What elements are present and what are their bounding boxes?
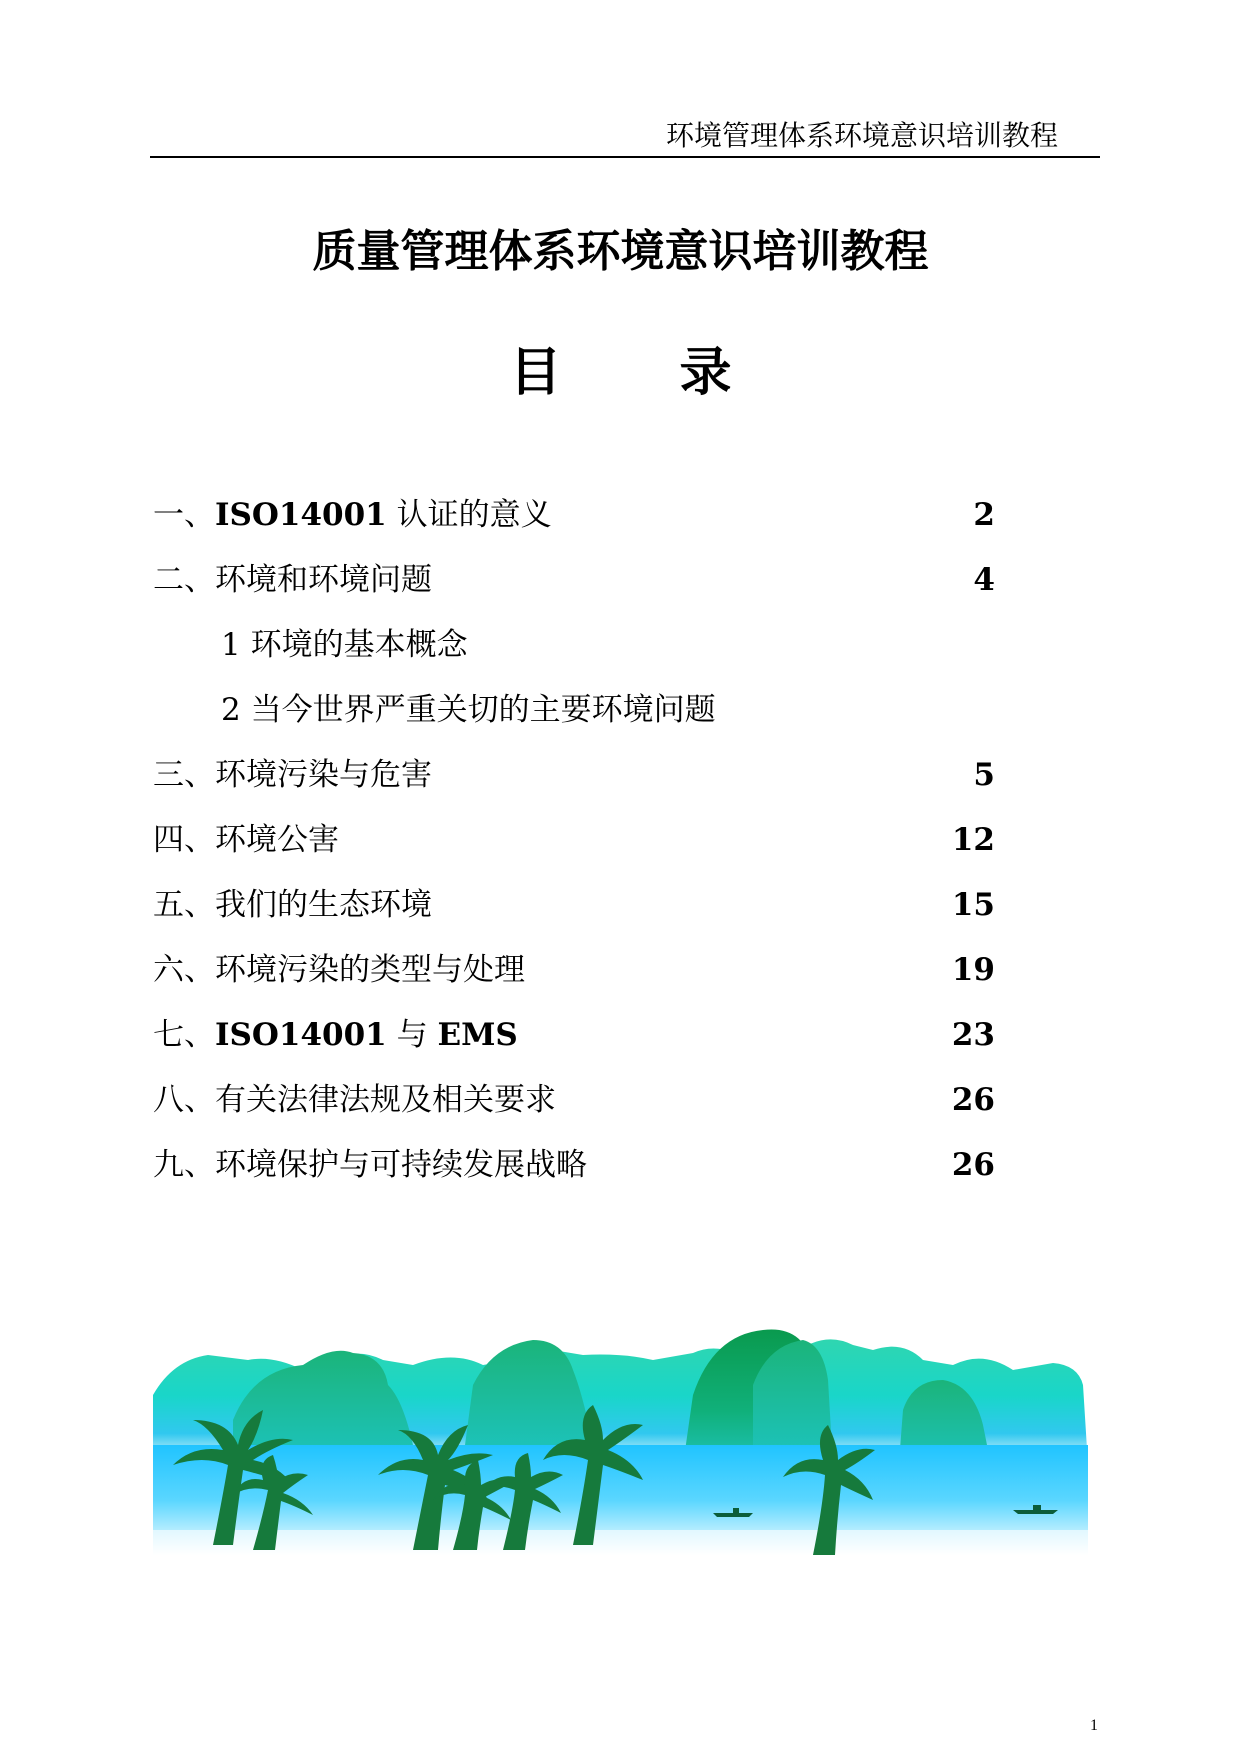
- toc-heading: 目 录: [509, 342, 782, 403]
- toc-entry-page: 23: [951, 1017, 995, 1053]
- table-of-contents: [153, 490, 1013, 1205]
- header-rule: [150, 156, 1100, 158]
- toc-subentry[interactable]: [153, 620, 1013, 685]
- toc-entry-page: 26: [951, 1147, 995, 1183]
- toc-entry-label: 七、ISO14001 与 EMS: [153, 1017, 518, 1053]
- toc-entry-page: 12: [951, 822, 995, 858]
- karst-landscape-with-palms-illustration: [153, 1325, 1088, 1555]
- toc-entry[interactable]: [153, 750, 1013, 815]
- toc-entry-page: 4: [973, 562, 995, 598]
- toc-entry-label: 八、有关法律法规及相关要求: [153, 1082, 556, 1118]
- toc-entry[interactable]: [153, 815, 1013, 880]
- toc-entry-label: 九、环境保护与可持续发展战略: [153, 1147, 587, 1183]
- toc-entry[interactable]: [153, 880, 1013, 945]
- toc-entry-page: 15: [951, 887, 995, 923]
- page-number: 1: [1090, 1717, 1098, 1734]
- toc-subentry-label: 1 环境的基本概念: [221, 627, 468, 663]
- running-header: 环境管理体系环境意识培训教程: [665, 119, 1058, 152]
- toc-entry-page: 19: [951, 952, 995, 988]
- toc-entry[interactable]: [153, 1140, 1013, 1205]
- toc-entry[interactable]: [153, 490, 1013, 555]
- toc-entry[interactable]: [153, 945, 1013, 1010]
- toc-entry-label: 一、ISO14001 认证的意义: [153, 497, 552, 533]
- toc-entry-page: 2: [973, 497, 995, 533]
- toc-entry-page: 26: [951, 1082, 995, 1118]
- toc-subentry[interactable]: [153, 685, 1013, 750]
- toc-entry-label: 六、环境污染的类型与处理: [153, 952, 525, 988]
- toc-entry-page: 5: [973, 757, 995, 793]
- toc-entry[interactable]: [153, 1075, 1013, 1140]
- toc-entry-label: 五、我们的生态环境: [153, 887, 432, 923]
- document-title: 质量管理体系环境意识培训教程: [312, 226, 929, 277]
- toc-entry-label: 二、环境和环境问题: [153, 562, 432, 598]
- toc-subentry-label: 2 当今世界严重关切的主要环境问题: [221, 692, 716, 728]
- toc-entry[interactable]: [153, 555, 1013, 620]
- toc-entry-label: 三、环境污染与危害: [153, 757, 432, 793]
- toc-entry[interactable]: [153, 1010, 1013, 1075]
- toc-entry-label: 四、环境公害: [153, 822, 339, 858]
